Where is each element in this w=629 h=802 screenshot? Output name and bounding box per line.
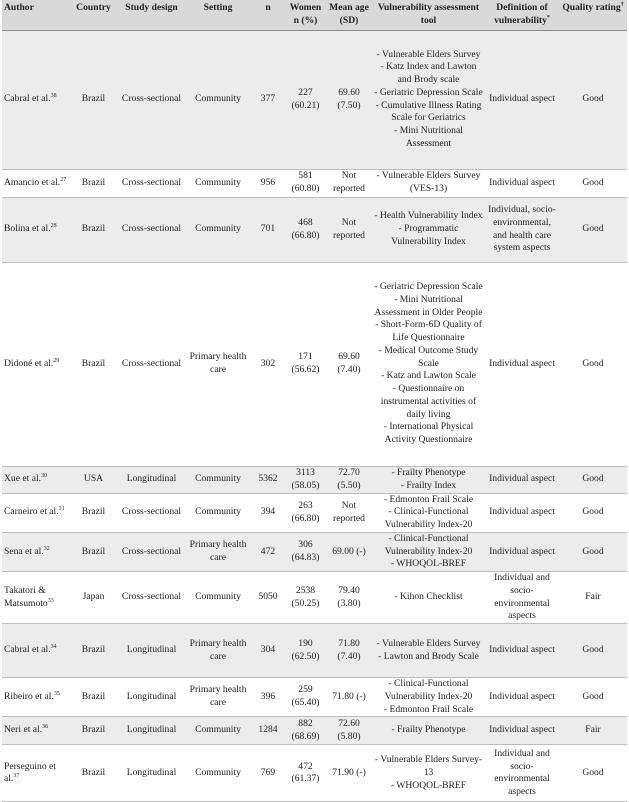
author-name: Cabral et al.	[4, 93, 51, 105]
cell-n: 472	[251, 532, 285, 571]
cell-n: 701	[251, 197, 285, 262]
cell-quality: Good	[559, 169, 627, 197]
cell-setting: Community	[185, 717, 251, 745]
tool-item: - Vulnerable Elders Survey-13	[374, 754, 483, 778]
header-quality-mark: †	[620, 1, 624, 8]
author-name: Ribeiro et al.	[4, 690, 54, 702]
tool-item: - Clinical-Functional Vulnerability Index-20	[384, 532, 473, 557]
cell-setting: Community	[185, 169, 251, 197]
cell-design: Cross-sectional	[118, 197, 185, 262]
cell-women: 581 (60.80)	[285, 169, 326, 197]
cell-setting: Community	[185, 30, 251, 169]
cell-quality: Good	[559, 493, 627, 532]
cell-women: 3113 (58.05)	[285, 466, 326, 493]
cell-definition: Individual aspect	[485, 624, 559, 678]
header-definition	[485, 0, 559, 30]
tool-item: - Vulnerable Elders Survey	[376, 637, 481, 649]
cell-design: Cross-sectional	[118, 169, 185, 197]
reference-number: 35	[53, 690, 60, 697]
cell-quality: Good	[559, 262, 627, 466]
table-row	[2, 572, 627, 624]
cell-design: Longitudinal	[118, 678, 185, 717]
tool-item: - Mini Nutritional Assessment	[394, 125, 463, 149]
header-author: Author	[2, 0, 69, 30]
cell-country: Brazil	[69, 678, 118, 717]
header-definition-label: Definition of vulnerability	[494, 2, 548, 26]
cell-quality: Good	[559, 745, 627, 802]
cell-author	[2, 745, 69, 802]
author-name: Cabral et al.	[4, 644, 51, 656]
cell-n: 377	[251, 30, 285, 169]
tool-item: - Lawton and Brody Scale	[378, 650, 479, 662]
cell-women: 468 (66.80)	[285, 197, 326, 262]
tool-item: - Katz and Lawton Scale	[381, 370, 476, 382]
cell-tools	[372, 678, 485, 717]
cell-country: Brazil	[69, 262, 118, 466]
cell-quality: Fair	[559, 572, 627, 624]
cell-n: 1284	[251, 717, 285, 745]
cell-women: 263 (66.80)	[285, 493, 326, 532]
cell-author	[2, 624, 69, 678]
cell-tools	[372, 532, 485, 571]
reference-number: 27	[60, 176, 67, 183]
cell-author	[2, 532, 69, 571]
cell-design: Cross-sectional	[118, 493, 185, 532]
cell-women: 259 (65.40)	[285, 678, 326, 717]
tool-item: - Frailty Phenotype	[391, 724, 466, 736]
table-row	[2, 678, 627, 717]
cell-author	[2, 197, 69, 262]
cell-design: Cross-sectional	[118, 572, 185, 624]
cell-definition: Individual, socio-environmental, and health care system aspects	[485, 197, 559, 262]
cell-author	[2, 572, 69, 624]
cell-quality: Fair	[559, 717, 627, 745]
table-row	[2, 30, 627, 169]
cell-tools	[372, 466, 485, 493]
cell-age: 71.80 (-)	[326, 678, 372, 717]
header-age: Mean age (SD)	[326, 0, 372, 30]
cell-country: Brazil	[69, 624, 118, 678]
reference-number: 34	[50, 643, 57, 650]
cell-quality: Good	[559, 678, 627, 717]
table-row	[2, 493, 627, 532]
header-quality-label: Quality rating	[562, 2, 621, 13]
header-setting: Setting	[185, 0, 251, 30]
tool-item: - Frailty Index	[400, 479, 457, 491]
tool-item: - Programmatic Vulnerability Index	[391, 223, 466, 247]
tool-item: - WHOQOL-BREF	[390, 779, 467, 791]
header-definition-mark: *	[546, 14, 550, 21]
reference-number: 29	[53, 357, 60, 364]
reference-number: 30	[41, 472, 48, 479]
tool-item: - Vulnerable Elders Survey (VES-13)	[376, 170, 481, 194]
table-row	[2, 262, 627, 466]
author-name: Sena et al.	[4, 545, 44, 557]
cell-country: Brazil	[69, 30, 118, 169]
table-row	[2, 745, 627, 802]
cell-n: 396	[251, 678, 285, 717]
tool-item: - Frailty Phenotype	[391, 466, 466, 478]
cell-age: 72.60 (5.80)	[326, 717, 372, 745]
cell-quality: Good	[559, 466, 627, 493]
cell-country: Brazil	[69, 745, 118, 802]
author-name: Neri et al.	[4, 724, 43, 736]
cell-n: 956	[251, 169, 285, 197]
cell-quality: Good	[559, 624, 627, 678]
cell-definition: Individual aspect	[485, 169, 559, 197]
cell-women: 171 (56.62)	[285, 262, 326, 466]
cell-definition: Individual and socio-environmental aspects	[485, 745, 559, 802]
reference-number: 32	[43, 545, 50, 552]
author-name: Didoné et al.	[4, 357, 54, 369]
cell-design: Cross-sectional	[118, 30, 185, 169]
cell-n: 769	[251, 745, 285, 802]
reference-number: 38	[50, 92, 57, 99]
cell-age: Not reported	[326, 493, 372, 532]
tool-item: - Edmonton Frail Scale	[383, 703, 474, 715]
cell-country: Brazil	[69, 493, 118, 532]
cell-age: 69.00 (-)	[326, 532, 372, 571]
tool-item: - Health Vulnerability Index	[374, 210, 483, 222]
header-design: Study design	[118, 0, 185, 30]
author-name: Perseguino et al.	[4, 760, 56, 785]
cell-age: Not reported	[326, 197, 372, 262]
cell-definition: Individual aspect	[485, 493, 559, 532]
cell-n: 302	[251, 262, 285, 466]
cell-n: 304	[251, 624, 285, 678]
cell-women: 882 (68.69)	[285, 717, 326, 745]
cell-author	[2, 466, 69, 493]
cell-author	[2, 493, 69, 532]
cell-age: 71.90 (-)	[326, 745, 372, 802]
header-n: n	[251, 0, 285, 30]
cell-design: Cross-sectional	[118, 262, 185, 466]
tool-item: - Mini Nutritional Assessment in Older People	[374, 293, 483, 318]
reference-number: 31	[58, 506, 65, 513]
cell-tools	[372, 30, 485, 169]
tool-item: - Geriatric Depression Scale	[374, 86, 483, 98]
cell-quality: Good	[559, 30, 627, 169]
reference-number: 37	[13, 773, 20, 780]
cell-country: Brazil	[69, 532, 118, 571]
cell-setting: Community	[185, 572, 251, 624]
cell-author	[2, 30, 69, 169]
header-quality	[559, 0, 627, 30]
table-row	[2, 717, 627, 745]
author-name: Amancio et al.	[4, 176, 61, 188]
cell-tools	[372, 717, 485, 745]
cell-definition: Individual aspect	[485, 678, 559, 717]
author-name: Xue et al.	[4, 473, 42, 485]
table-row	[2, 624, 627, 678]
cell-age: 71.80 (7.40)	[326, 624, 372, 678]
cell-author	[2, 169, 69, 197]
author-name: Takatori & Matsumoto	[4, 584, 48, 609]
table-row	[2, 466, 627, 493]
cell-definition: Individual aspect	[485, 717, 559, 745]
cell-definition: Individual aspect	[485, 532, 559, 571]
cell-setting: Primary health care	[185, 532, 251, 571]
cell-tools	[372, 745, 485, 802]
tool-item: - Katz Index and Lawton and Brody scale	[380, 61, 477, 85]
header-tool: Vulnerability assessment tool	[372, 0, 485, 30]
studies-table	[2, 0, 627, 802]
cell-tools	[372, 624, 485, 678]
cell-age: 72.70 (5.50)	[326, 466, 372, 493]
tool-item: - Geriatric Depression Scale	[374, 281, 483, 293]
cell-age: 69.60 (7.40)	[326, 262, 372, 466]
cell-setting: Community	[185, 466, 251, 493]
header-country: Country	[69, 0, 118, 30]
header-women: Women n (%)	[285, 0, 326, 30]
cell-tools	[372, 262, 485, 466]
cell-tools	[372, 169, 485, 197]
cell-definition: Individual aspect	[485, 30, 559, 169]
cell-tools	[372, 572, 485, 624]
table-row	[2, 169, 627, 197]
cell-quality: Good	[559, 532, 627, 571]
cell-women: 2538 (50.25)	[285, 572, 326, 624]
table-row	[2, 197, 627, 262]
cell-women: 306 (64.83)	[285, 532, 326, 571]
cell-design: Longitudinal	[118, 717, 185, 745]
cell-tools	[372, 493, 485, 532]
tool-item: - Edmonton Frail Scale	[383, 493, 474, 505]
reference-number: 36	[42, 724, 49, 731]
cell-women: 190 (62.50)	[285, 624, 326, 678]
cell-age: 79.40 (3.80)	[326, 572, 372, 624]
cell-country: Japan	[69, 572, 118, 624]
tool-item: - Kihon Checklist	[394, 591, 463, 603]
table-row	[2, 532, 627, 571]
cell-author	[2, 262, 69, 466]
cell-country: Brazil	[69, 169, 118, 197]
cell-design: Longitudinal	[118, 624, 185, 678]
tool-item: - Medical Outcome Study Scale	[378, 344, 479, 369]
cell-age: 69.60 (7.50)	[326, 30, 372, 169]
cell-design: Longitudinal	[118, 745, 185, 802]
tool-item: - Clinical-Functional Vulnerability Index-20	[384, 506, 473, 530]
cell-women: 472 (61.37)	[285, 745, 326, 802]
cell-author	[2, 678, 69, 717]
tool-item: - Clinical-Functional Vulnerability Index-20	[384, 678, 473, 702]
cell-definition: Individual and socio-environmental aspects	[485, 572, 559, 624]
cell-setting: Community	[185, 745, 251, 802]
cell-country: Brazil	[69, 197, 118, 262]
reference-number: 33	[47, 597, 54, 604]
cell-setting: Primary health care	[185, 678, 251, 717]
cell-tools	[372, 197, 485, 262]
cell-setting: Community	[185, 493, 251, 532]
cell-country: USA	[69, 466, 118, 493]
cell-definition: Individual aspect	[485, 262, 559, 466]
tool-item: - Cumulative Illness Rating Scale for Geriatrics	[375, 99, 482, 124]
tool-item: - WHOQOL-BREF	[390, 558, 467, 570]
cell-n: 5362	[251, 466, 285, 493]
tool-item: - Questionnaire on instrumental activities of daily living	[380, 383, 477, 420]
cell-n: 5050	[251, 572, 285, 624]
cell-country: Brazil	[69, 717, 118, 745]
reference-number: 28	[50, 222, 57, 229]
cell-author	[2, 717, 69, 745]
cell-women: 227 (60.21)	[285, 30, 326, 169]
tool-item: - Vulnerable Elders Survey	[376, 48, 481, 60]
cell-setting: Primary health care	[185, 624, 251, 678]
cell-setting: Community	[185, 197, 251, 262]
tool-item: - International Physical Activity Questionnaire	[383, 421, 474, 446]
author-name: Carneiro et al.	[4, 506, 59, 518]
cell-quality: Good	[559, 197, 627, 262]
cell-design: Cross-sectional	[118, 532, 185, 571]
cell-age: Not reported	[326, 169, 372, 197]
tool-item: - Short-Form-6D Quality of Life Questionnaire	[375, 319, 482, 344]
author-name: Bolina et al.	[4, 223, 51, 235]
cell-n: 394	[251, 493, 285, 532]
header-row	[2, 0, 627, 30]
cell-design: Longitudinal	[118, 466, 185, 493]
cell-setting: Primary health care	[185, 262, 251, 466]
cell-definition: Individual aspect	[485, 466, 559, 493]
